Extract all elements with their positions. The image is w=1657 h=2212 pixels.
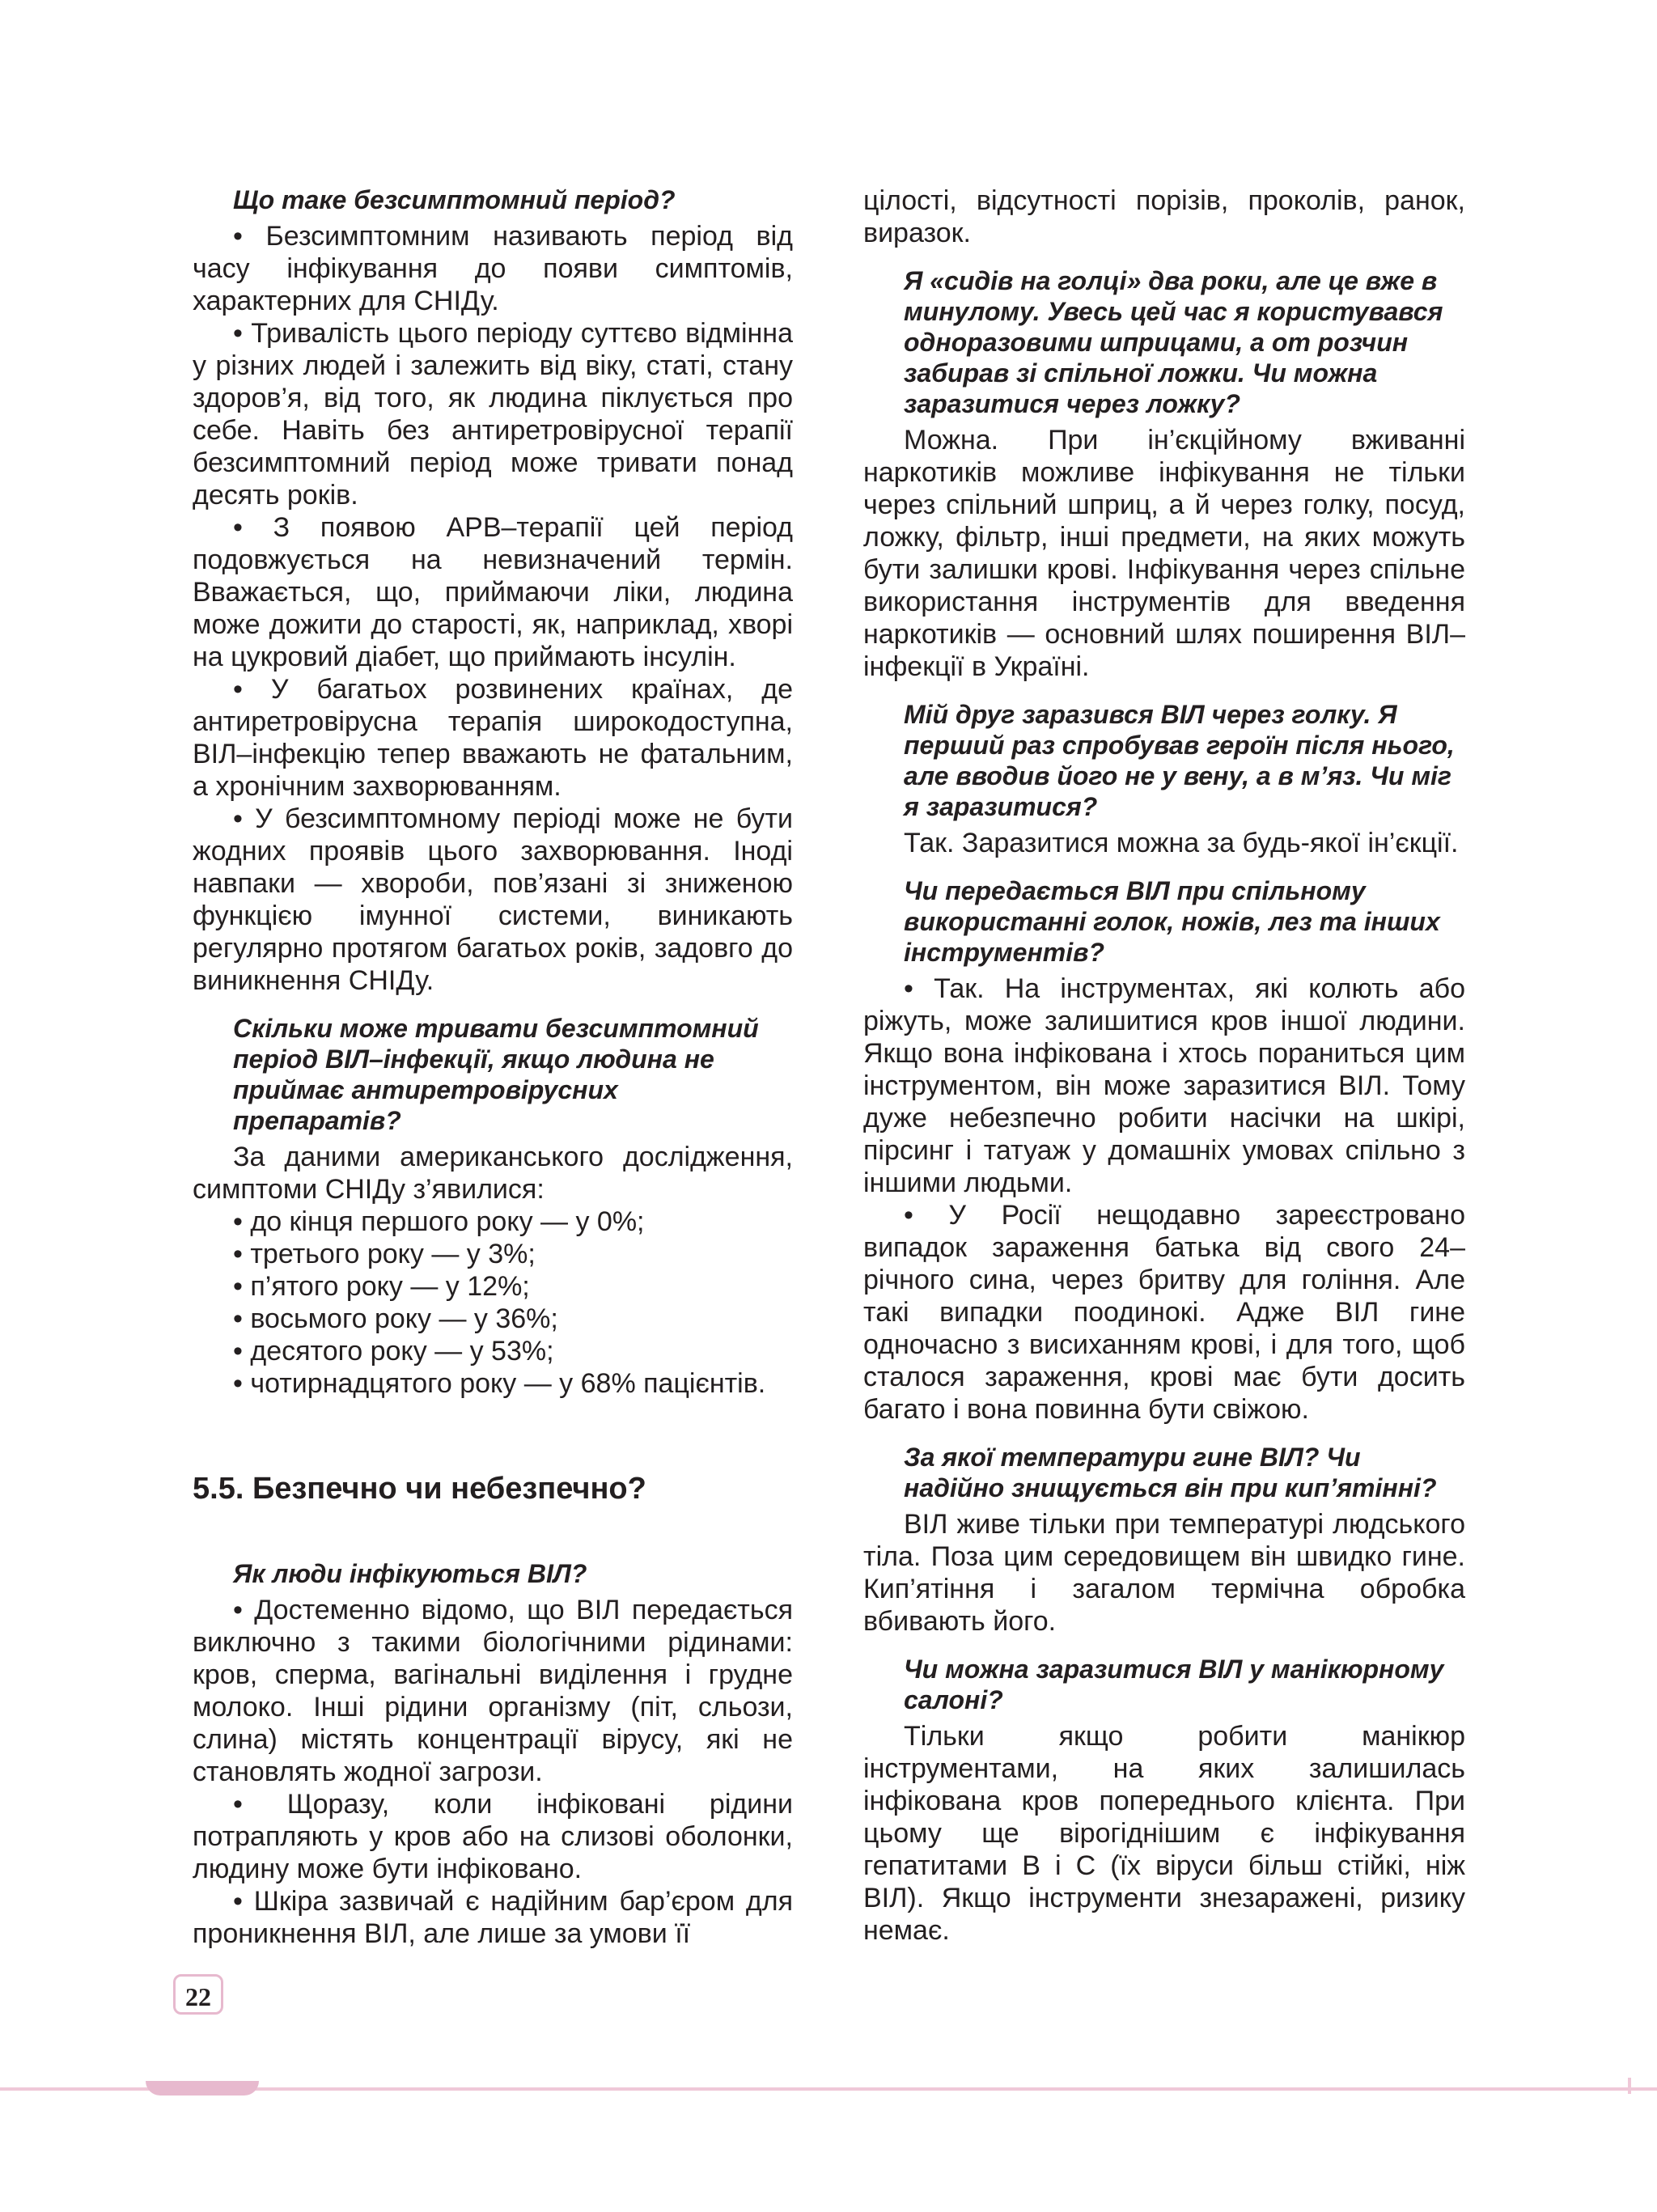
right-column [863, 184, 1465, 1947]
question-heading: Мій друг заразився ВІЛ через голку. Я перший раз спробував героїн після нього, але вводив його не у вену, а в м’яз. Чи міг я заразитися? [904, 700, 1455, 821]
list-item: • третього року — у 3%; [233, 1239, 536, 1269]
question-heading: Чи можна заразитися ВІЛ у манікюрному салоні? [904, 1655, 1444, 1714]
list-item: • п’ятого року — у 12%; [233, 1271, 530, 1302]
question-heading: За якої температури гине ВІЛ? Чи надійно знищується він при кип’ятінні? [904, 1443, 1437, 1502]
answer-paragraph: За даними американського дослідження, симптоми СНІДу з’явилися: [193, 1142, 793, 1205]
statistics-list [193, 1206, 793, 1400]
answer-paragraph: Тільки якщо робити манікюр інструментами, на яких залишилась інфікована кров попереднього клієнта. При цьому ще вірогіднішим є інфікування гепатитами В і С (їх віруси більш стійкі, ніж ВІЛ). Якщо інструменти знезаражені, ризику немає. [863, 1721, 1465, 1946]
question-heading: Чи передається ВІЛ при спільному використанні голок, ножів, лез та інших інструментів? [904, 876, 1440, 967]
list-item: • восьмого року — у 36%; [233, 1303, 558, 1334]
question-heading: Скільки може тривати безсимптомний період ВІЛ–інфекції, якщо людина не приймає антиретровірусних препаратів? [233, 1014, 759, 1135]
bullet-paragraph: • Тривалість цього періоду суттєво відмінна у різних людей і залежить від віку, статі, стану здоров’я, від того, як людина піклується про себе. Навіть без антиретровірусної терапії безсимптомний період може тривати понад десять років. [193, 318, 793, 511]
question-heading: Я «сидів на голці» два роки, але це вже в минулому. Увесь цей час я користувався одноразовими шприцами, а от розчин забирав зі спільної ложки. Чи можна заразитися через ложку? [904, 266, 1443, 418]
list-item: • десятого року — у 53%; [233, 1336, 554, 1367]
page-number: 22 [173, 1974, 223, 2015]
bullet-paragraph: • З появою АРВ–терапії цей період подовжується на невизначений термін. Вважається, що, приймаючи ліки, людина може дожити до старості, як, наприклад, хворі на цукровий діабет, що приймають інсулін. [193, 512, 793, 672]
bullet-paragraph: • У безсимптомному періоді може не бути жодних проявів цього захворювання. Іноді навпаки — хвороби, пов’язані зі зниженою функцією імунної системи, виникають регулярно протягом багатьох років, задовго до виникнення СНІДу. [193, 803, 793, 996]
bullet-paragraph: • У Росії нещодавно зареєстровано випадок зараження батька від свого 24–річного сина, через бритву для гоління. Але такі випадки поодинокі. Адже ВІЛ гине одночасно з висиханням крові, і для того, щоб сталося зараження, крові має бути досить багато і вона повинна бути свіжою. [863, 1200, 1465, 1425]
answer-paragraph: Можна. При ін’єкційному вживанні наркотиків можливе інфікування не тільки через спільний шприц, а й через голку, посуд, ложку, фільтр, інші предмети, на яких можуть бути залишки крові. Інфікування через спільне використання інструментів для введення наркотиків — основний шлях поширення ВІЛ–інфекції в Україні. [863, 425, 1465, 682]
list-item: • чотирнадцятого року — у 68% пацієнтів. [233, 1368, 766, 1399]
list-item: • до кінця першого року — у 0%; [233, 1206, 645, 1237]
question-heading: Як люди інфікуються ВІЛ? [233, 1559, 587, 1588]
footer-tick-decoration [1628, 2078, 1631, 2094]
bullet-paragraph: • Щоразу, коли інфіковані рідини потрапляють у кров або на слизові оболонки, людину може бути інфіковано. [193, 1789, 793, 1884]
footer-tab-decoration [146, 2081, 259, 2095]
bullet-paragraph: • Шкіра зазвичай є надійним бар’єром для проникнення ВІЛ, але лише за умови її [193, 1886, 793, 1949]
answer-paragraph: ВІЛ живе тільки при температурі людського тіла. Поза цим середовищем він швидко гине. Кип’ятіння і загалом термічна обробка вбивають його. [863, 1509, 1465, 1637]
bullet-paragraph: • У багатьох розвинених країнах, де антиретровірусна терапія широкодоступна, ВІЛ–інфекцію тепер вважають не фатальним, а хронічним захворюванням. [193, 674, 793, 802]
bullet-paragraph: • Так. На інструментах, які колють або ріжуть, може залишитися кров іншої людини. Якщо вона інфікована і хтось пораниться цим інструментом, він може заразитися ВІЛ. Тому дуже небезпечно робити насічки на шкірі, пірсинг і татуаж у домашніх умовах спільно з іншими людьми. [863, 973, 1465, 1198]
continued-paragraph: цілості, відсутності порізів, проколів, ранок, виразок. [863, 185, 1465, 248]
question-heading: Що таке безсимптомний період? [233, 185, 676, 214]
answer-paragraph: Так. Заразитися можна за будь-якої ін’єкції. [904, 828, 1459, 858]
left-column [193, 184, 793, 1950]
bullet-paragraph: • Достеменно відомо, що ВІЛ передається виключно з такими біологічними рідинами: кров, сперма, вагінальні виділення і грудне молоко. Інші рідини організму (піт, сльози, слина) містять концентрації вірусу, які не становлять жодної загрози. [193, 1595, 793, 1787]
section-title: 5.5. Безпечно чи небезпечно? [193, 1472, 646, 1506]
bullet-paragraph: • Безсимптомним називають період від часу інфікування до появи симптомів, характерних для СНІДу. [193, 221, 793, 316]
